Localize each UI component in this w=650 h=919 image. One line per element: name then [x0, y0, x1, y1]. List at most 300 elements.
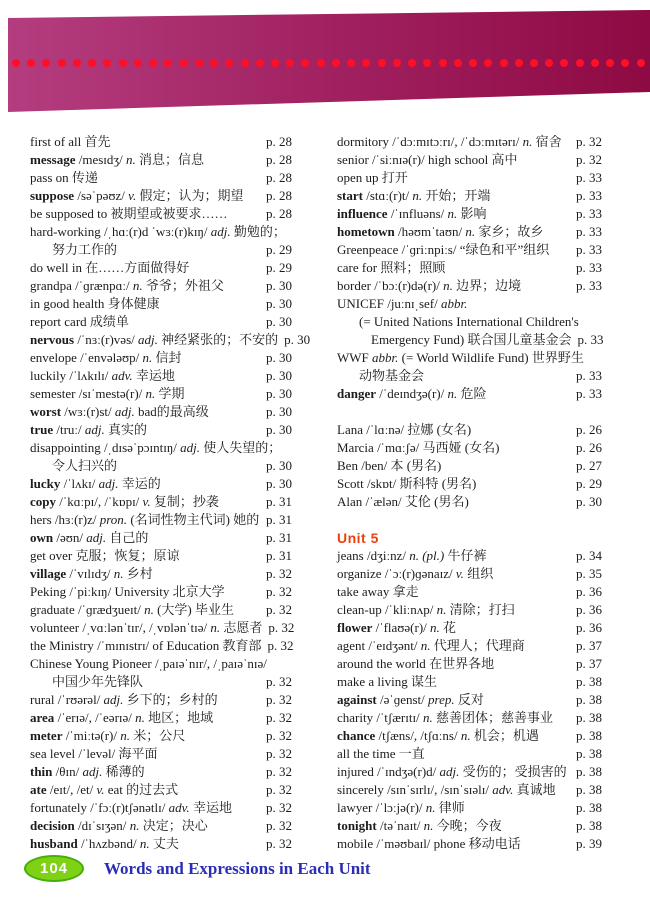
- entry-gloss: 决定；决心: [142, 818, 208, 833]
- vocabulary-content: [30, 133, 622, 853]
- entry-text: [30, 133, 111, 151]
- entry-text: [30, 223, 286, 241]
- entry-gloss: 传递: [71, 170, 98, 185]
- unit-heading: [337, 529, 622, 547]
- entry-gloss: (= World Wildlife Fund) 世界野生: [401, 350, 584, 365]
- dot-icon: [378, 59, 386, 67]
- vocab-row: [337, 205, 622, 223]
- entry-headword: hers: [30, 512, 52, 527]
- vocab-row: [337, 691, 622, 709]
- entry-headword: Alan: [337, 494, 363, 509]
- entry-pos: abbr.: [372, 350, 399, 365]
- entry-text: [337, 187, 490, 205]
- page-ref: p. 38: [576, 674, 602, 689]
- entry-gloss: 艾伦 (男名): [404, 494, 469, 509]
- entry-headword: Lana: [337, 422, 363, 437]
- vocab-row: [30, 349, 312, 367]
- entry-pos: n.: [113, 566, 124, 581]
- entry-phonetic: /ˈɡrædʒueɪt/: [78, 602, 141, 617]
- entry-text: [30, 637, 261, 655]
- entry-pos: n.: [422, 710, 433, 725]
- dot-icon: [484, 59, 492, 67]
- entry-gloss: 边界；边境: [456, 278, 522, 293]
- vocab-row: [30, 367, 312, 385]
- vocab-row: [337, 475, 622, 493]
- entry-headword: copy: [30, 494, 56, 509]
- vocab-row: [30, 205, 312, 223]
- dot-icon: [454, 59, 462, 67]
- entry-headword: UNICEF: [337, 296, 384, 311]
- entry-text: [337, 205, 487, 223]
- entry-gloss: 慈善团体；慈善事业: [435, 710, 553, 725]
- entry-phonetic: /ˈflaʊə(r)/: [375, 620, 427, 635]
- dot-icon: [560, 59, 568, 67]
- entry-headword: tonight: [337, 818, 377, 833]
- entry-gloss: 危险: [460, 386, 487, 401]
- vocab-row: [337, 385, 622, 403]
- entry-headword: area: [30, 710, 55, 725]
- entry-headword: all the time: [337, 746, 396, 761]
- entry-phonetic: /ˈenvələʊp/: [80, 350, 140, 365]
- entry-text: [30, 727, 185, 745]
- entry-text: [30, 403, 209, 421]
- page-ref: p. 32: [576, 152, 602, 167]
- entry-phonetic: /ˈrʊərəl/: [57, 692, 101, 707]
- entry-pos: n.: [430, 620, 440, 635]
- vocab-row: [30, 799, 312, 817]
- entry-text: [337, 241, 549, 259]
- entry-phonetic: /ˈɡriːnpiːs/: [401, 242, 457, 257]
- entry-headword: suppose: [30, 188, 75, 203]
- entry-text: [30, 835, 179, 853]
- entry-phonetic: /ˈkɑːpɪ/, /ˈkɒpɪ/: [59, 494, 140, 509]
- entry-gloss: 北京大学: [172, 584, 225, 599]
- vocab-row: [337, 583, 622, 601]
- entry-gloss: 斯科特 (男名): [399, 476, 477, 491]
- entry-pos: n.: [210, 620, 221, 635]
- page-ref: p. 30: [266, 458, 292, 473]
- dot-icon: [621, 59, 629, 67]
- page-ref: p. 32: [266, 800, 292, 815]
- vocab-row: [337, 259, 622, 277]
- entry-text: [337, 259, 445, 277]
- entry-gloss: 真实的: [108, 422, 148, 437]
- vocab-row: [30, 817, 312, 835]
- vocab-row: [30, 421, 312, 439]
- entry-text: [30, 277, 224, 295]
- entry-phonetic: /səˈpəʊz/: [77, 188, 125, 203]
- entry-phonetic: /skɒt/: [366, 476, 397, 491]
- entry-gloss: (大学) 毕业生: [157, 602, 235, 617]
- page-ref: p. 32: [268, 620, 295, 635]
- dot-icon: [134, 59, 142, 67]
- vocab-row: [30, 331, 312, 349]
- entry-pos: n.: [436, 602, 447, 617]
- page-ref: p. 31: [266, 530, 292, 545]
- entry-gloss: 家乡；故乡: [478, 224, 544, 239]
- entry-text: [337, 727, 539, 745]
- entry-text: [337, 583, 419, 601]
- entry-text: [30, 817, 208, 835]
- vocab-row: [30, 241, 312, 259]
- entry-phonetic: /ˈdeɪndʒə(r)/: [379, 386, 445, 401]
- vocab-row: [30, 295, 312, 313]
- dot-icon: [271, 59, 279, 67]
- entry-headword: grandpa: [30, 278, 72, 293]
- page-ref: p. 32: [266, 602, 292, 617]
- entry-gloss: eat 的过去式: [107, 782, 179, 797]
- entry-headword: true: [30, 422, 54, 437]
- page-ref: p. 33: [576, 242, 602, 257]
- entry-text: [337, 799, 465, 817]
- vocab-row: [30, 835, 312, 853]
- entry-gloss: 机会；机遇: [473, 728, 539, 743]
- dot-icon: [12, 59, 20, 67]
- entry-gloss: 律师: [438, 800, 465, 815]
- vocab-row: [337, 421, 622, 439]
- entry-gloss: 消息；信息: [139, 152, 205, 167]
- entry-phonetic: /ˈlɑːnə/: [366, 422, 405, 437]
- page-ref: p. 38: [576, 728, 602, 743]
- vocab-row: [30, 133, 312, 151]
- entry-text: [337, 835, 521, 853]
- vocab-row: [337, 331, 622, 349]
- entry-phonetic: /ˈerɪə/, /ˈeərɪə/: [57, 710, 132, 725]
- entry-phonetic: /ˈɪndʒə(r)d/: [377, 764, 437, 779]
- entry-pos: adj.: [82, 764, 103, 779]
- entry-gloss: 马西娅 (女名): [422, 440, 500, 455]
- entry-text: [30, 313, 129, 331]
- page-ref: p. 30: [576, 494, 602, 509]
- entry-pos: n.: [135, 710, 145, 725]
- entry-headword: do well in: [30, 260, 82, 275]
- vocab-row: [337, 241, 622, 259]
- page-ref: p. 36: [576, 584, 602, 599]
- vocab-row: [30, 637, 312, 655]
- entry-headword: make a living: [337, 674, 408, 689]
- entry-headword: decision: [30, 818, 75, 833]
- page-ref: p. 28: [266, 188, 292, 203]
- page-ref: p. 38: [576, 764, 602, 779]
- entry-text: [30, 241, 117, 259]
- entry-pos: v.: [96, 782, 105, 797]
- vocab-row: [30, 385, 312, 403]
- vocab-row: [337, 223, 622, 241]
- dot-icon: [408, 59, 416, 67]
- entry-headword: lawyer: [337, 800, 373, 815]
- header-dots: [12, 59, 645, 67]
- page-ref: p. 30: [266, 296, 292, 311]
- entry-gloss: 令人扫兴的: [52, 458, 118, 473]
- entry-gloss: 开始；开端: [425, 188, 491, 203]
- entry-headword: charity: [337, 710, 374, 725]
- entry-text: [30, 295, 160, 313]
- entry-phonetic: /ˈælən/: [365, 494, 402, 509]
- entry-phonetic: /ˈeɪdʒənt/: [368, 638, 418, 653]
- entry-text: [30, 583, 225, 601]
- page-ref: p. 38: [576, 818, 602, 833]
- entry-text: [337, 151, 518, 169]
- entry-gloss: 幸运地: [192, 800, 232, 815]
- entry-gloss: 勤勉的；: [233, 224, 286, 239]
- page-ref: p. 30: [266, 350, 292, 365]
- entry-gloss: (= United Nations International Children's: [359, 314, 579, 329]
- entry-pos: v.: [142, 494, 151, 509]
- vocab-row: [337, 547, 622, 565]
- entry-pos: n.: [522, 134, 533, 149]
- entry-headword: pass on: [30, 170, 69, 185]
- page-ref: p. 34: [576, 548, 602, 563]
- dot-icon: [423, 59, 431, 67]
- entry-text: [337, 439, 499, 457]
- vocab-row: [337, 835, 622, 853]
- entry-pos: n.: [423, 818, 434, 833]
- entry-text: [337, 457, 441, 475]
- page-number: 104: [39, 860, 69, 877]
- dot-icon: [225, 59, 233, 67]
- entry-gloss: 假定；认为；期望: [139, 188, 244, 203]
- entry-gloss: 被期望或被要求……: [110, 206, 228, 221]
- vocab-row: [30, 151, 312, 169]
- page-ref: p. 30: [266, 386, 292, 401]
- entry-phonetic: /ˈfɔː(r)tʃənətlɪ/: [90, 800, 166, 815]
- page-ref: p. 33: [576, 170, 602, 185]
- entry-pos: adj.: [98, 476, 119, 491]
- entry-pos: adj.: [114, 404, 135, 419]
- entry-gloss: 牛仔裤: [447, 548, 487, 563]
- entry-gloss: 幸运的: [121, 476, 161, 491]
- vocab-row: [30, 547, 312, 565]
- entry-phonetic: /ˈmɑːʃə/: [377, 440, 420, 455]
- entry-text: [30, 205, 228, 223]
- dot-icon: [606, 59, 614, 67]
- vocab-row: [337, 313, 622, 331]
- entry-headword: get over: [30, 548, 73, 563]
- entry-headword: disappointing: [30, 440, 101, 455]
- vocab-row: [337, 295, 622, 313]
- vocab-row: [30, 403, 312, 421]
- entry-text: [30, 439, 281, 457]
- vocab-row: [337, 727, 622, 745]
- vocab-row: [30, 475, 312, 493]
- page-ref: p. 35: [576, 566, 602, 581]
- vocab-row: [30, 655, 312, 673]
- entry-headword: semester: [30, 386, 76, 401]
- entry-phonetic: /sɪˈmestə(r)/: [78, 386, 143, 401]
- vocab-row: [30, 763, 312, 781]
- vocab-row: [337, 349, 622, 367]
- entry-headword: clean-up: [337, 602, 382, 617]
- entry-text: [30, 547, 180, 565]
- entry-phonetic: /ˈlʌkɪ/: [63, 476, 96, 491]
- entry-phonetic: /ˈpiːkɪŋ/ University: [69, 584, 170, 599]
- entry-text: [30, 421, 147, 439]
- entry-headword: dormitory: [337, 134, 389, 149]
- entry-headword: agent: [337, 638, 366, 653]
- dot-icon: [332, 59, 340, 67]
- dot-icon: [576, 59, 584, 67]
- entry-text: [30, 169, 98, 187]
- entry-headword: graduate: [30, 602, 75, 617]
- entry-headword: open up: [337, 170, 379, 185]
- page-ref: p. 26: [576, 440, 602, 455]
- vocab-row: [30, 169, 312, 187]
- entry-headword: luckily: [30, 368, 67, 383]
- entry-headword: Greenpeace: [337, 242, 399, 257]
- dot-icon: [515, 59, 523, 67]
- entry-text: [337, 565, 493, 583]
- entry-pos: n.: [144, 602, 154, 617]
- entry-text: [337, 475, 476, 493]
- vocab-row: [30, 601, 312, 619]
- page-ref: p. 32: [267, 638, 294, 653]
- entry-text: [337, 313, 579, 331]
- dot-icon: [545, 59, 553, 67]
- entry-text: [30, 385, 185, 403]
- vocab-row: [30, 187, 312, 205]
- vocab-row: [337, 673, 622, 691]
- page-ref: p. 36: [576, 602, 602, 617]
- entry-text: [30, 349, 182, 367]
- dot-icon: [180, 59, 188, 67]
- entry-headword: sincerely: [337, 782, 384, 797]
- entry-phonetic: /ˈmɪnɪstrɪ/ of Education: [97, 638, 220, 653]
- entry-headword: worst: [30, 404, 62, 419]
- entry-text: [337, 781, 556, 799]
- dot-icon: [103, 59, 111, 67]
- page-ref: p. 26: [576, 422, 602, 437]
- entry-headword: village: [30, 566, 67, 581]
- entry-pos: n.: [443, 278, 453, 293]
- entry-headword: rural: [30, 692, 55, 707]
- entry-headword: danger: [337, 386, 376, 401]
- entry-text: [30, 529, 148, 547]
- entry-text: [30, 709, 213, 727]
- entry-text: [337, 601, 515, 619]
- entry-gloss: 受伤的；受损害的: [462, 764, 567, 779]
- entry-text: [337, 223, 543, 241]
- entry-gloss: 拉娜 (女名): [407, 422, 472, 437]
- entry-pos: v.: [128, 188, 137, 203]
- entry-gloss: 在……方面做得好: [85, 260, 190, 275]
- entry-pos: adj.: [138, 332, 158, 347]
- entry-pos: n.: [132, 278, 143, 293]
- vocab-row: [337, 493, 622, 511]
- entry-pos: n. (pl.): [409, 548, 445, 563]
- vocab-row: [30, 439, 312, 457]
- entry-headword: hometown: [337, 224, 395, 239]
- dot-icon: [500, 59, 508, 67]
- page-ref: p. 32: [266, 584, 292, 599]
- page-ref: p. 31: [266, 494, 292, 509]
- entry-text: [337, 817, 502, 835]
- dot-icon: [317, 59, 325, 67]
- entry-headword: Ben: [337, 458, 358, 473]
- entry-text: [30, 619, 262, 637]
- entry-pos: adj.: [210, 224, 231, 239]
- footer-title: Words and Expressions in Each Unit: [104, 858, 371, 878]
- entry-headword: start: [337, 188, 363, 203]
- entry-phonetic: /ˈvɪlɪdʒ/: [69, 566, 111, 581]
- entry-headword: WWF: [337, 350, 369, 365]
- entry-headword: around the world: [337, 656, 426, 671]
- entry-phonetic: /stɑː(r)t/: [366, 188, 410, 203]
- entry-gloss: 首先: [84, 134, 111, 149]
- entry-pos: n.: [447, 386, 458, 401]
- entry-pos: adj.: [86, 530, 107, 545]
- vocab-row: [337, 655, 622, 673]
- entry-phonetic: /hɜː(r)z/: [54, 512, 97, 527]
- entry-gloss: 动物基金会: [359, 368, 425, 383]
- page-ref: p. 29: [576, 476, 602, 491]
- page-ref: p. 28: [266, 206, 292, 221]
- entry-pos: n.: [139, 836, 150, 851]
- entry-gloss: 谋生: [411, 674, 438, 689]
- entry-phonetic: /ˈkliːnʌp/: [385, 602, 434, 617]
- entry-phonetic: /ˌvɑːlənˈtɪr/, /ˌvɒlənˈtɪə/: [82, 620, 208, 635]
- entry-pos: pron.: [99, 512, 128, 527]
- dot-icon: [241, 59, 249, 67]
- dot-icon: [347, 59, 355, 67]
- page-ref: p. 31: [266, 548, 292, 563]
- entry-text: [30, 331, 278, 349]
- entry-headword: Scott: [337, 476, 364, 491]
- vocab-row: [337, 133, 622, 151]
- vocab-row: [30, 493, 312, 511]
- entry-headword: be supposed to: [30, 206, 108, 221]
- entry-headword: flower: [337, 620, 373, 635]
- page-number-badge: [24, 855, 84, 882]
- entry-pos: n.: [412, 188, 423, 203]
- page-ref: p. 27: [576, 458, 602, 473]
- entry-text: [337, 331, 572, 349]
- row-spacer: [337, 511, 622, 529]
- entry-phonetic: /eɪt/, /et/: [49, 782, 94, 797]
- entry-gloss: 在世界各地: [429, 656, 495, 671]
- page-ref: p. 38: [576, 782, 602, 797]
- entry-pos: adv.: [111, 368, 133, 383]
- vocab-row: [337, 799, 622, 817]
- entry-headword: organize: [337, 566, 382, 581]
- page-ref: p. 32: [266, 692, 292, 707]
- entry-gloss: (名词性物主代词) 她的: [130, 512, 260, 527]
- entry-gloss: 乡下的；乡村的: [126, 692, 218, 707]
- entry-gloss: 复制；抄袭: [153, 494, 219, 509]
- entry-phonetic: /ben/: [361, 458, 388, 473]
- entry-headword: envelope: [30, 350, 77, 365]
- entry-headword: jeans: [337, 548, 364, 563]
- entry-gloss: 本 (男名): [390, 458, 442, 473]
- dot-icon: [210, 59, 218, 67]
- page-ref: p. 38: [576, 710, 602, 725]
- entry-headword: take away: [337, 584, 390, 599]
- entry-text: [337, 133, 562, 151]
- page-ref: p. 33: [577, 332, 604, 347]
- entry-gloss: 地区；地域: [148, 710, 214, 725]
- entry-pos: n.: [465, 224, 476, 239]
- entry-pos: prep.: [428, 692, 455, 707]
- entry-gloss: 影响: [460, 206, 487, 221]
- entry-headword: influence: [337, 206, 388, 221]
- entry-headword: mobile: [337, 836, 374, 851]
- entry-text: [337, 493, 469, 511]
- page-ref: p. 33: [576, 224, 602, 239]
- vocab-row: [30, 529, 312, 547]
- entry-gloss: 丈夫: [152, 836, 179, 851]
- entry-gloss: 使人失望的；: [203, 440, 282, 455]
- entry-gloss: 拿走: [392, 584, 419, 599]
- entry-headword: Marcia: [337, 440, 374, 455]
